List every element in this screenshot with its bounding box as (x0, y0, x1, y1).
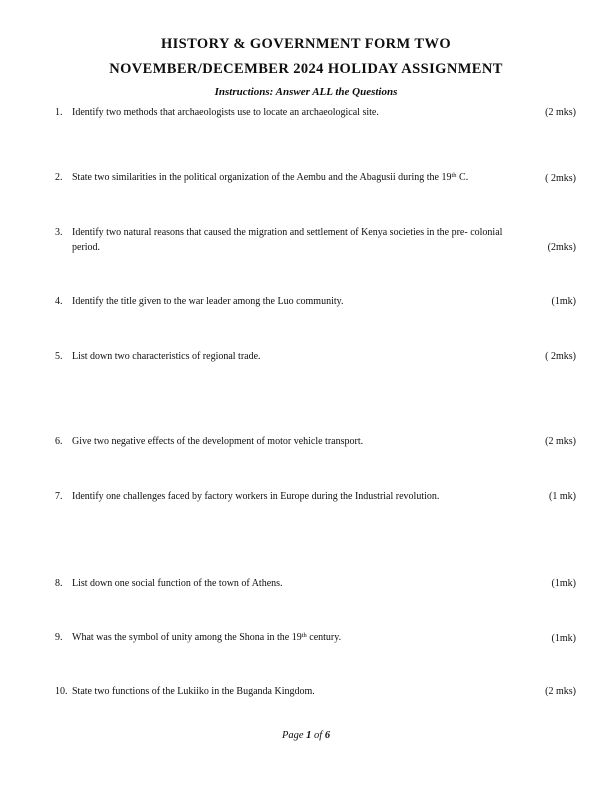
question-row (55, 349, 576, 364)
question-marks: ( 2mks) (545, 351, 576, 362)
question-number: 7. (55, 491, 63, 502)
question-marks: (2 mks) (545, 686, 576, 697)
footer-current-page: 1 (306, 730, 312, 741)
question-row (55, 684, 576, 699)
question-number: 4. (55, 296, 63, 307)
question-text: State two similarities in the political organization of the Aembu and the Abagusii during the 19th C. (72, 171, 469, 183)
question-text: List down two characteristics of regional trade. (72, 351, 261, 362)
footer-total-pages: 6 (324, 730, 331, 741)
question-marks: (1mk) (551, 296, 576, 307)
question-marks: (1mk) (551, 633, 576, 644)
document-title: HISTORY & GOVERNMENT FORM TWO (160, 36, 452, 52)
document-subtitle: NOVEMBER/DECEMBER 2024 HOLIDAY ASSIGNMENT (109, 61, 503, 77)
instructions-line: Instructions: Answer ALL the Questions (214, 86, 398, 98)
question-number: 6. (55, 436, 63, 447)
question-text: What was the symbol of unity among the Shona in the 19th century. (72, 631, 342, 643)
question-row (55, 294, 576, 309)
question-text: State two functions of the Lukiiko in the Buganda Kingdom. (72, 686, 315, 697)
question-row (55, 489, 576, 504)
question-number: 10. (55, 686, 68, 697)
question-number: 3. (55, 227, 63, 238)
question-row (55, 434, 576, 449)
question-marks: (1mk) (551, 578, 576, 589)
question-text: Identify one challenges faced by factory workers in Europe during the Industrial revolution. (72, 491, 440, 502)
question-text: Identify the title given to the war leader among the Luo community. (72, 296, 344, 307)
question-number: 9. (55, 632, 63, 643)
question-number: 5. (55, 351, 63, 362)
question-text: Identify two natural reasons that caused the migration and settlement of Kenya societies in the pre- colonial period. (72, 227, 503, 253)
question-row (55, 225, 576, 255)
question-marks: (2mks) (547, 242, 576, 253)
question-row (55, 105, 576, 120)
question-text: List down one social function of the town of Athens. (72, 578, 283, 589)
question-marks: ( 2mks) (545, 173, 576, 184)
question-row (55, 630, 576, 646)
footer-separator: of (311, 730, 325, 741)
page-footer (0, 729, 612, 743)
question-marks: (1 mk) (549, 491, 576, 502)
question-marks: (2 mks) (545, 436, 576, 447)
question-text: Identify two methods that archaeologists use to locate an archaeological site. (72, 107, 379, 118)
question-number: 1. (55, 107, 63, 118)
footer-page-label: Page (281, 730, 307, 741)
question-row (55, 576, 576, 591)
question-number: 2. (55, 172, 63, 183)
question-number: 8. (55, 578, 63, 589)
question-row (55, 170, 576, 186)
question-marks: (2 mks) (545, 107, 576, 118)
question-text: Give two negative effects of the development of motor vehicle transport. (72, 436, 364, 447)
